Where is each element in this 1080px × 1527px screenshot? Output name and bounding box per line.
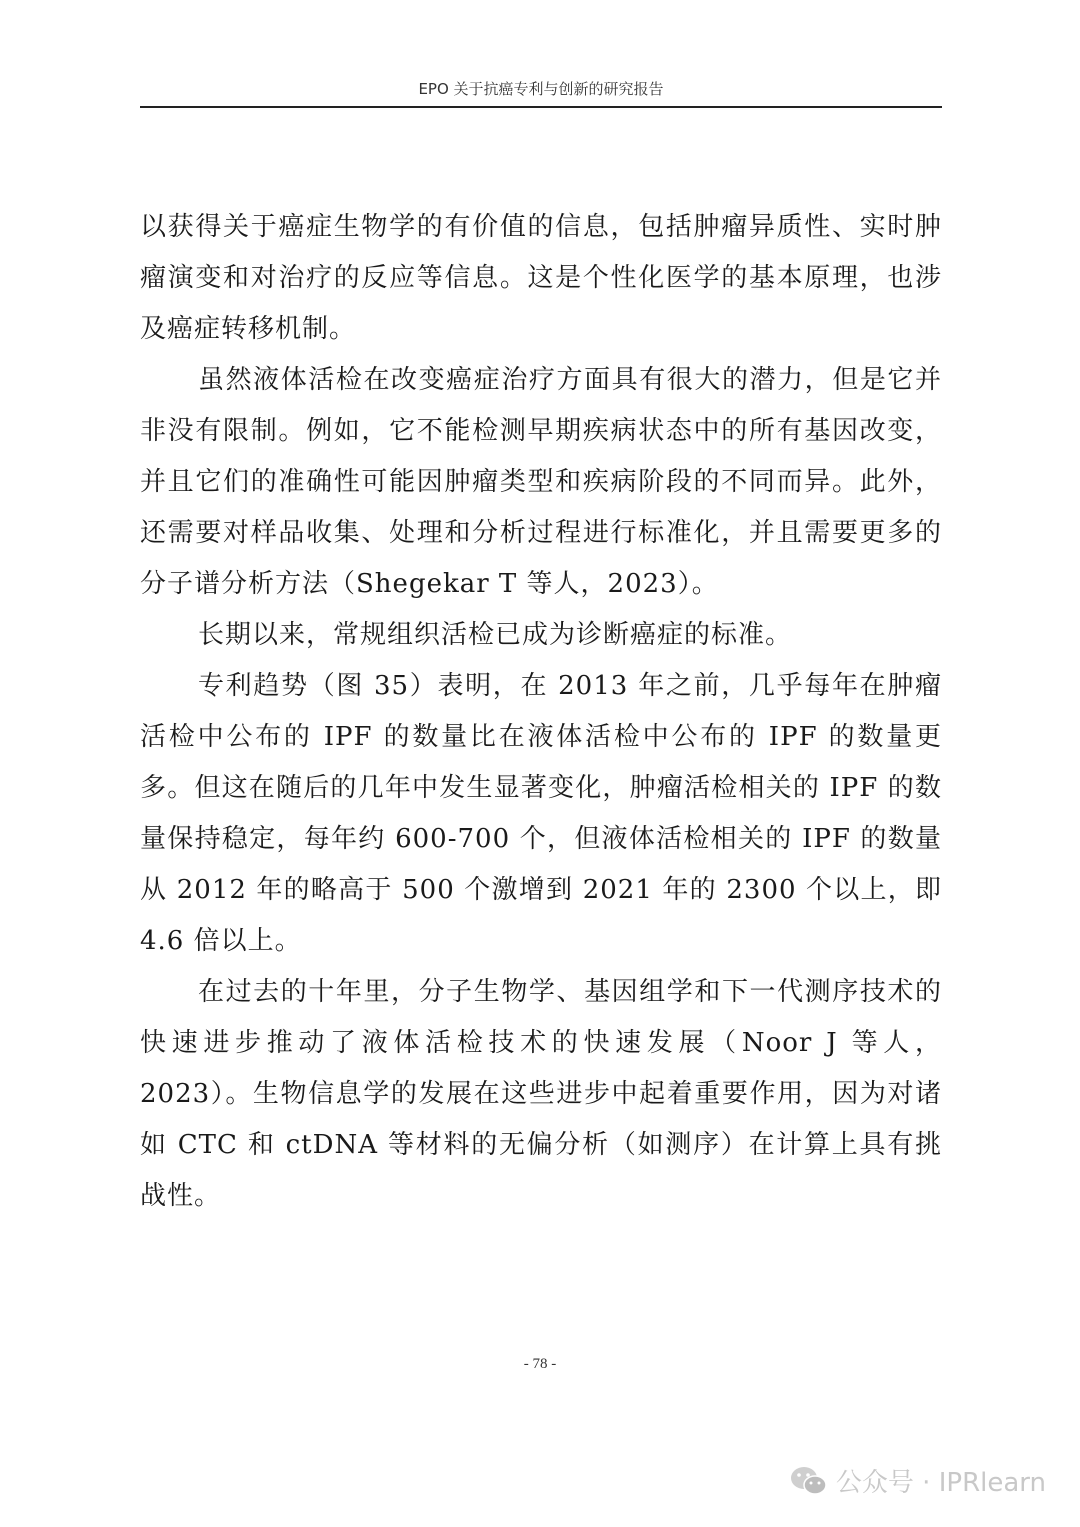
paragraph-3: 长期以来，常规组织活检已成为诊断癌症的标准。 xyxy=(198,620,793,650)
page-header xyxy=(140,76,942,108)
paragraph-1: 以获得关于癌症生物学的有价值的信息，包括肿瘤异质性、实时肿瘤演变和对治疗的反应等信息。这是个性化医学的基本原理，也涉及癌症转移机制。 xyxy=(140,212,942,344)
page-header-title: EPO 关于抗癌专利与创新的研究报告 xyxy=(418,80,664,98)
paragraph-5: 在过去的十年里，分子生物学、基因组学和下一代测序技术的快速进步推动了液体活检技术的快速发展（Noor J 等人，2023）。生物信息学的发展在这些进步中起着重要作用，因为对诸如 CTC 和 ctDNA 等材料的无偏分析（如测序）在计算上具有挑战性。 xyxy=(140,977,942,1211)
page-number: - 78 - xyxy=(523,1356,557,1372)
watermark xyxy=(790,1462,1046,1499)
wechat-icon xyxy=(790,1465,828,1497)
paragraph-4: 专利趋势（图 35）表明，在 2013 年之前，几乎每年在肿瘤活检中公布的 IPF 的数量比在液体活检中公布的 IPF 的数量更多。但这在随后的几年中发生显著变化，肿瘤活检相关的 IPF 的数量保持稳定，每年约 600-700 个，但液体活检相关的 IPF 的数量从 2012 年的略高于 500 个激增到 2021 年的 2300 个以上，即 4.6 倍以上。 xyxy=(140,671,942,956)
body-text xyxy=(140,202,942,1222)
paragraph-2: 虽然液体活检在改变癌症治疗方面具有很大的潜力，但是它并非没有限制。例如，它不能检测早期疾病状态中的所有基因改变，并且它们的准确性可能因肿瘤类型和疾病阶段的不同而异。此外，还需要对样品收集、处理和分析过程进行标准化，并且需要更多的分子谱分析方法（Shegekar T 等人，2023）。 xyxy=(140,365,942,599)
watermark-text: 公众号 · IPRlearn xyxy=(835,1468,1046,1498)
